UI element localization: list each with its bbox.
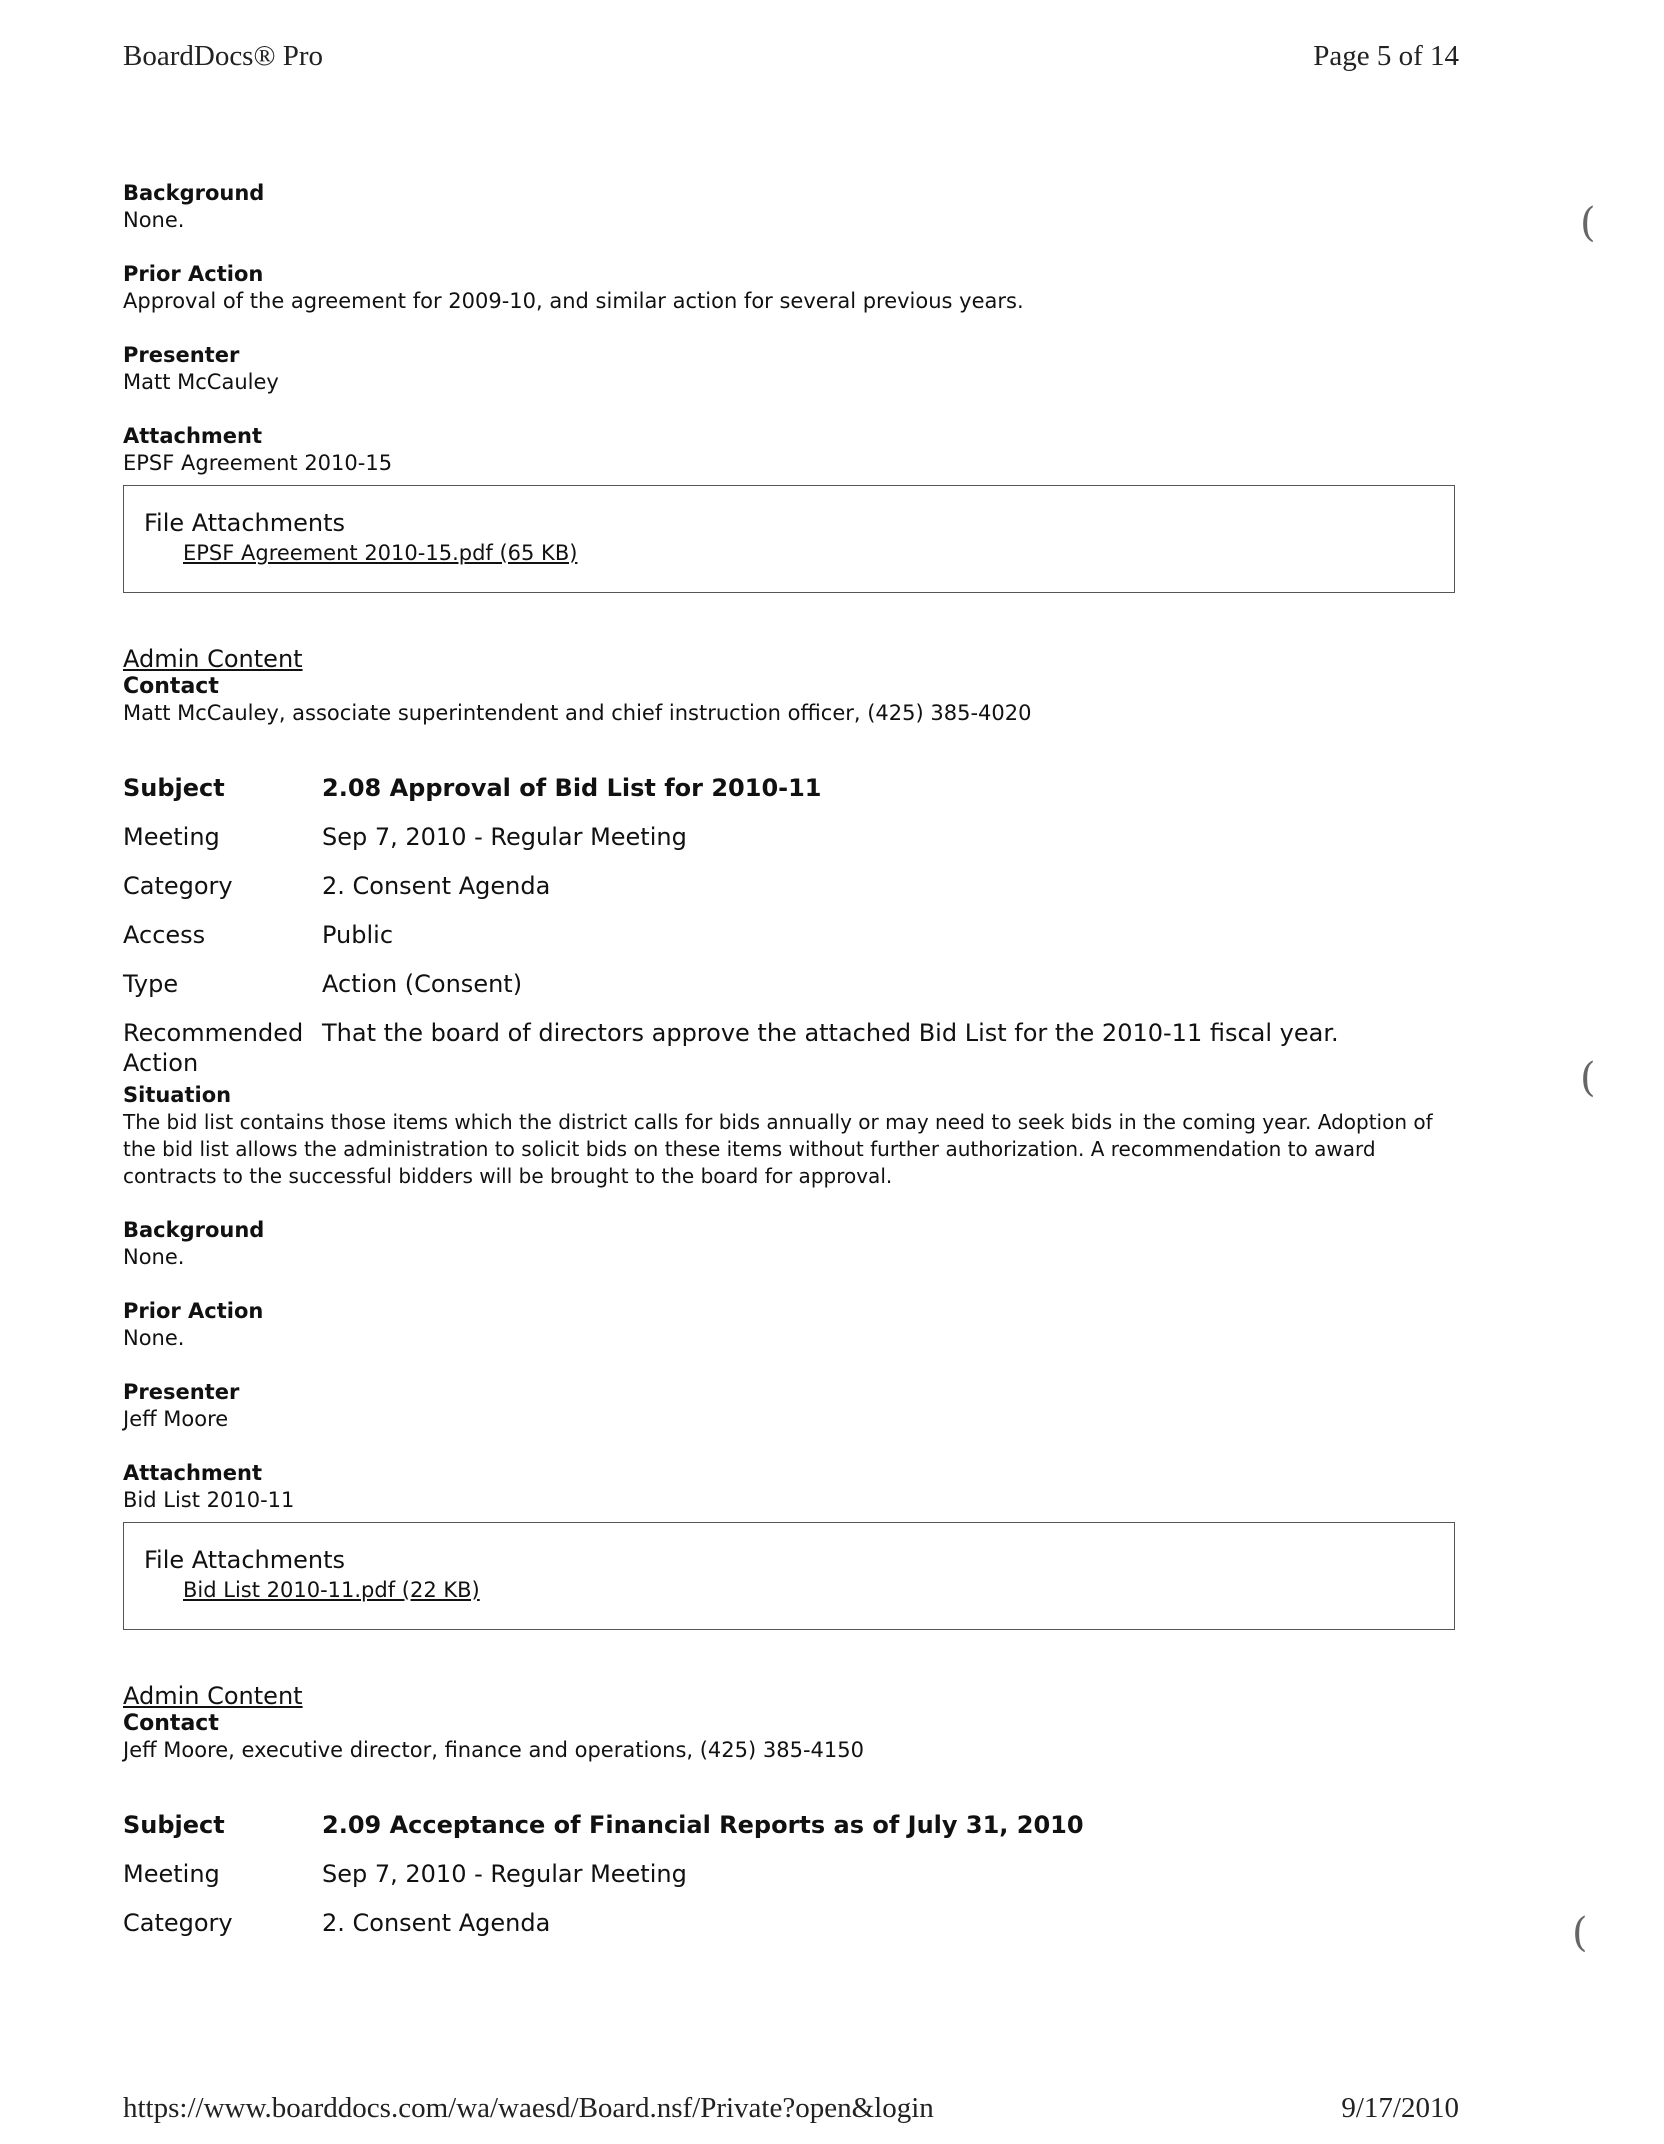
meta-key: Subject [123,774,225,802]
meta-key-line: Recommended [123,1019,304,1047]
file-attachment-link[interactable]: Bid List 2010-11.pdf (22 KB) [183,1578,480,1602]
section-label: Prior Action [123,262,264,286]
file-attachments-title: File Attachments [144,509,345,537]
meta-key: Meeting [123,1860,220,1888]
meta-key: Type [123,970,179,998]
agenda-content [123,180,1443,1942]
section-label: Attachment [123,1461,263,1485]
attachment-section [123,423,1443,477]
section-label: Situation [123,1083,232,1107]
meta-value: Public [322,921,394,949]
meta-key: Subject [123,1811,225,1839]
section-value: The bid list contains those items which the district calls for bids annually or may need to seek bids in the coming year. Adoption of the bid list allows the administration to solicit bids on these items without further authorization. A recommendation to award contracts to the successful bidders will be brought to the board for approval. [123,1110,1433,1188]
background-section [123,180,1443,234]
contact-value: Matt McCauley, associate superintendent and chief instruction officer, (425) 385-4020 [123,701,1032,725]
print-date: 9/17/2010 [1341,2092,1459,2124]
section-label: Presenter [123,1380,240,1404]
meta-key-line: Action [123,1049,199,1077]
app-title: BoardDocs® Pro [123,40,324,72]
section-value: None. [123,1326,185,1350]
prior-action-section [123,1298,1443,1352]
section-label: Presenter [123,343,240,367]
background-section [123,1217,1443,1271]
contact-label: Contact [123,1711,219,1736]
meta-key: Category [123,1909,233,1937]
admin-content-link[interactable]: Admin Content [123,1682,303,1710]
agenda-item-meta [123,1810,1084,1938]
file-attachments-box [123,485,1455,593]
meta-key [123,1018,322,1078]
admin-content-block [123,1682,1443,1764]
page-number: Page 5 of 14 [1313,40,1459,72]
meta-key: Access [123,921,206,949]
contact-label: Contact [123,674,219,699]
subject-title: 2.08 Approval of Bid List for 2010-11 [322,774,822,802]
presenter-section [123,342,1443,396]
meta-key: Meeting [123,823,220,851]
section-value: Matt McCauley [123,370,279,394]
prior-action-section [123,261,1443,315]
agenda-item-meta [123,773,1339,1078]
meta-value: Sep 7, 2010 - Regular Meeting [322,1860,687,1888]
meta-value: Action (Consent) [322,970,523,998]
section-label: Background [123,181,265,205]
scan-mark: ( [1580,1055,1596,1101]
attachment-section [123,1460,1443,1514]
section-value: EPSF Agreement 2010-15 [123,451,393,475]
page-header [0,40,1664,80]
situation-section [123,1082,1443,1190]
admin-content-link[interactable]: Admin Content [123,645,303,673]
subject-title: 2.09 Acceptance of Financial Reports as of July 31, 2010 [322,1811,1084,1839]
section-value: None. [123,208,185,232]
meta-key: Category [123,872,233,900]
section-label: Attachment [123,424,263,448]
section-value: None. [123,1245,185,1269]
scan-mark: ( [1580,200,1596,246]
file-attachments-title: File Attachments [144,1546,345,1574]
section-label: Background [123,1218,265,1242]
meta-value: Sep 7, 2010 - Regular Meeting [322,823,687,851]
file-attachments-box [123,1522,1455,1630]
scan-mark: ( [1572,1910,1588,1956]
section-value: Bid List 2010-11 [123,1488,295,1512]
section-value: Approval of the agreement for 2009-10, and similar action for several previous years. [123,289,1024,313]
section-label: Prior Action [123,1299,264,1323]
contact-value: Jeff Moore, executive director, finance and operations, (425) 385-4150 [123,1738,864,1762]
file-attachment-link[interactable]: EPSF Agreement 2010-15.pdf (65 KB) [183,541,578,565]
page-url: https://www.boarddocs.com/wa/waesd/Board.nsf/Private?open&login [123,2092,934,2124]
admin-content-block [123,645,1443,727]
presenter-section [123,1379,1443,1433]
meta-value: 2. Consent Agenda [322,1909,551,1937]
meta-value: That the board of directors approve the attached Bid List for the 2010-11 fiscal year. [322,1019,1339,1047]
section-value: Jeff Moore [123,1407,229,1431]
page-footer [0,2092,1664,2132]
meta-value: 2. Consent Agenda [322,872,551,900]
